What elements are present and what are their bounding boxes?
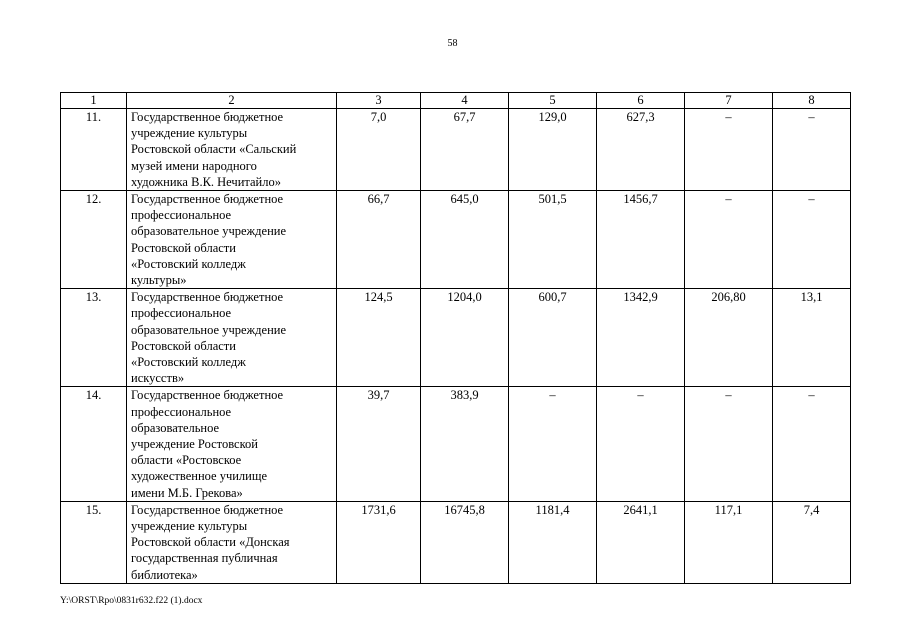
value-cell-col-8: – — [773, 191, 851, 289]
value-cell-col-4: 645,0 — [421, 191, 509, 289]
institution-name-line: Ростовской области «Донская — [131, 535, 290, 550]
table-row — [61, 109, 851, 191]
value-cell-col-3: 1731,6 — [337, 501, 421, 583]
value-cell-col-7: 206,80 — [685, 289, 773, 387]
institution-name — [127, 289, 337, 387]
row-number: 14. — [61, 387, 127, 501]
column-header: 7 — [685, 93, 773, 109]
institution-name — [127, 501, 337, 583]
column-header: 6 — [597, 93, 685, 109]
row-number: 13. — [61, 289, 127, 387]
institution-name-line: учреждение культуры — [131, 519, 248, 534]
institution-name-line: Государственное бюджетное — [131, 110, 284, 124]
institution-name-line: профессиональное — [131, 208, 232, 223]
column-header: 1 — [61, 93, 127, 109]
value-cell-col-8: 7,4 — [773, 501, 851, 583]
table-row — [61, 191, 851, 289]
institution-name — [127, 387, 337, 501]
column-header: 4 — [421, 93, 509, 109]
institution-name-line: имени М.Б. Грекова» — [131, 485, 243, 500]
value-cell-col-7: – — [685, 191, 773, 289]
value-cell-col-7: – — [685, 109, 773, 191]
institution-name-line: Государственное бюджетное — [131, 388, 284, 403]
institution-name — [127, 109, 337, 191]
value-cell-col-5: 600,7 — [509, 289, 597, 387]
table-row — [61, 387, 851, 501]
institution-name-line: художественное училище — [131, 469, 268, 484]
value-cell-col-5: 1181,4 — [509, 501, 597, 583]
value-cell-col-6: 1342,9 — [597, 289, 685, 387]
column-header: 5 — [509, 93, 597, 109]
value-cell-col-4: 16745,8 — [421, 501, 509, 583]
institution-name-line: профессиональное — [131, 306, 232, 321]
value-cell-col-6: – — [597, 387, 685, 501]
value-cell-col-7: – — [685, 387, 773, 501]
column-header: 3 — [337, 93, 421, 109]
institution-name-line: библиотека» — [131, 567, 198, 582]
institution-name-line: музей имени народного — [131, 158, 257, 173]
institution-name-line: учреждение Ростовской — [131, 437, 258, 452]
value-cell-col-6: 1456,7 — [597, 191, 685, 289]
institution-name-line: Ростовской области «Сальский — [131, 142, 297, 157]
value-cell-col-6: 2641,1 — [597, 501, 685, 583]
institution-name-line: образовательное учреждение — [131, 322, 287, 337]
institution-name — [127, 191, 337, 289]
value-cell-col-3: 39,7 — [337, 387, 421, 501]
value-cell-col-8: 13,1 — [773, 289, 851, 387]
value-cell-col-6: 627,3 — [597, 109, 685, 191]
institution-name-line: культуры» — [131, 273, 187, 288]
institution-name-line: Государственное бюджетное — [131, 290, 284, 305]
row-number: 12. — [61, 191, 127, 289]
value-cell-col-3: 124,5 — [337, 289, 421, 387]
institution-name-line: образовательное учреждение — [131, 224, 287, 239]
row-number: 11. — [61, 109, 127, 191]
value-cell-col-8: – — [773, 109, 851, 191]
value-cell-col-3: 66,7 — [337, 191, 421, 289]
column-header: 2 — [127, 93, 337, 109]
value-cell-col-7: 117,1 — [685, 501, 773, 583]
value-cell-col-4: 383,9 — [421, 387, 509, 501]
table-row — [61, 501, 851, 583]
institution-name-line: «Ростовский колледж — [131, 355, 246, 370]
institution-name-line: государственная публичная — [131, 551, 278, 566]
table-header-row — [61, 93, 851, 109]
institution-name-line: учреждение культуры — [131, 126, 248, 141]
table-row — [61, 289, 851, 387]
value-cell-col-3: 7,0 — [337, 109, 421, 191]
institution-name-line: Государственное бюджетное — [131, 502, 284, 517]
institution-name-line: образовательное — [131, 420, 220, 435]
institution-name-line: искусств» — [131, 371, 185, 386]
value-cell-col-5: – — [509, 387, 597, 501]
footer-file-path: Y:\ORST\Rpo\0831r632.f22 (1).docx — [60, 596, 203, 606]
institution-name-line: художника В.К. Нечитайло» — [131, 174, 281, 189]
value-cell-col-5: 129,0 — [509, 109, 597, 191]
value-cell-col-4: 1204,0 — [421, 289, 509, 387]
row-number: 15. — [61, 501, 127, 583]
institution-name-line: Ростовской области — [131, 338, 236, 353]
column-header: 8 — [773, 93, 851, 109]
institution-name-line: «Ростовский колледж — [131, 256, 246, 271]
value-cell-col-8: – — [773, 387, 851, 501]
page-number: 58 — [447, 38, 458, 49]
institution-name-line: Ростовской области — [131, 240, 236, 255]
value-cell-col-5: 501,5 — [509, 191, 597, 289]
institution-name-line: Государственное бюджетное — [131, 192, 284, 207]
institution-name-line: области «Ростовское — [131, 453, 242, 468]
data-table — [60, 92, 851, 584]
institution-name-line: профессиональное — [131, 404, 232, 419]
value-cell-col-4: 67,7 — [421, 109, 509, 191]
